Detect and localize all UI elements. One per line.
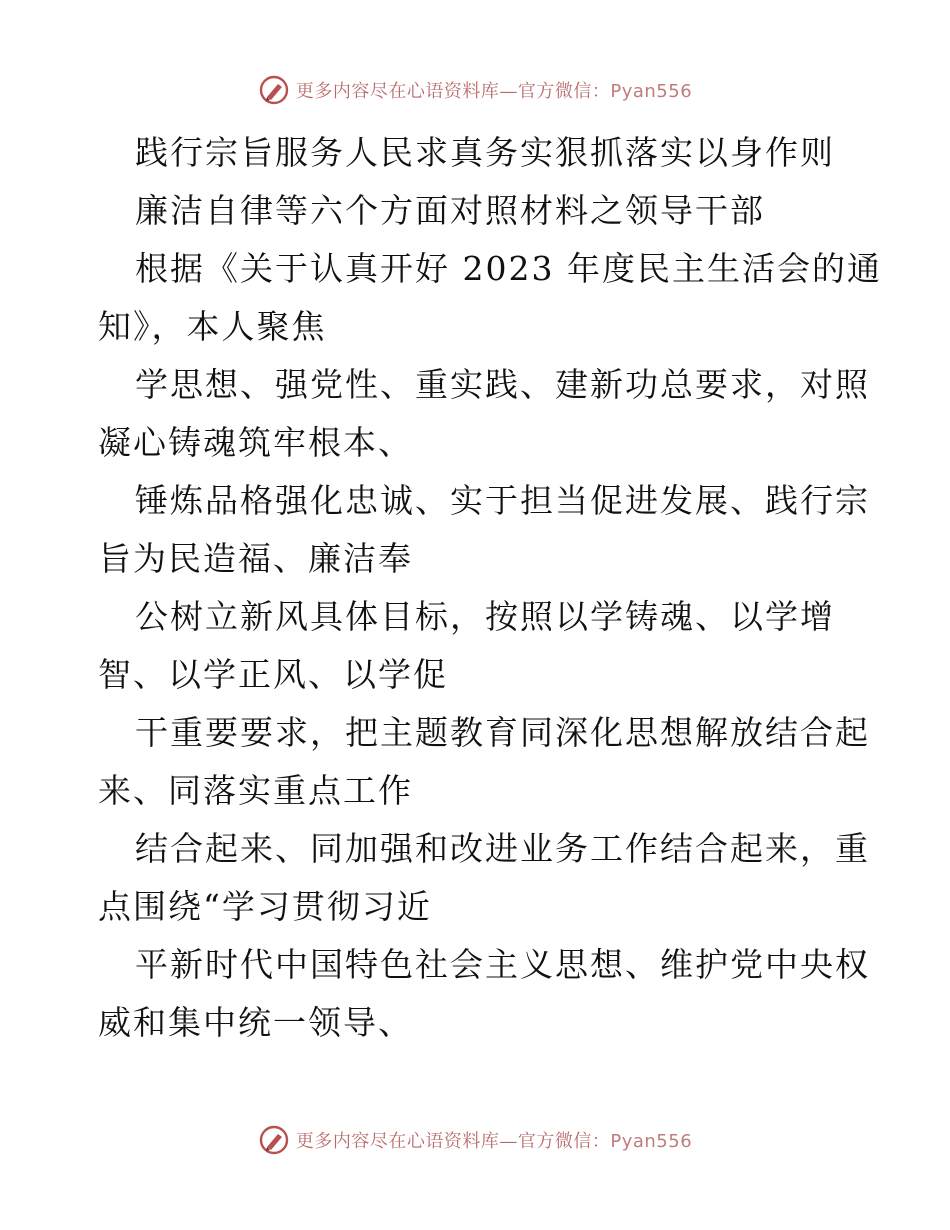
watermark-text: 更多内容尽在心语资料库—官方微信：Pyan556 — [295, 81, 693, 102]
text-line: 根据《关于认真开好 2023 年度民主生活会的通 — [135, 249, 882, 288]
text-line: 知》，本人聚焦 — [98, 307, 327, 346]
text-line: 威和集中统一领导、 — [98, 1003, 413, 1042]
text-line: 点围绕“学习贯彻习近 — [98, 887, 432, 926]
pen-logo-icon — [258, 74, 290, 106]
text-line: 旨为民造福、廉洁奉 — [98, 539, 413, 578]
footer-watermark — [0, 1124, 950, 1156]
text-line: 结合起来、同加强和改进业务工作结合起来，重 — [135, 829, 870, 868]
text-line: 干重要要求，把主题教育同深化思想解放结合起 — [135, 713, 870, 752]
document-body — [98, 124, 882, 1052]
text-line: 践行宗旨服务人民求真务实狠抓落实以身作则 — [135, 133, 835, 172]
watermark-text: 更多内容尽在心语资料库—官方微信：Pyan556 — [295, 1131, 693, 1152]
header-watermark — [0, 74, 950, 106]
text-line: 平新时代中国特色社会主义思想、维护党中央权 — [135, 945, 870, 984]
text-line: 来、同落实重点工作 — [98, 771, 413, 810]
text-line: 廉洁自律等六个方面对照材料之领导干部 — [135, 191, 765, 230]
pen-logo-icon — [258, 1124, 290, 1156]
text-line: 学思想、强党性、重实践、建新功总要求，对照 — [135, 365, 870, 404]
text-line: 凝心铸魂筑牢根本、 — [98, 423, 413, 462]
text-line: 智、以学正风、以学促 — [98, 655, 448, 694]
text-line: 公树立新风具体目标，按照以学铸魂、以学增 — [135, 597, 835, 636]
text-line: 锤炼品格强化忠诚、实于担当促进发展、践行宗 — [135, 481, 870, 520]
